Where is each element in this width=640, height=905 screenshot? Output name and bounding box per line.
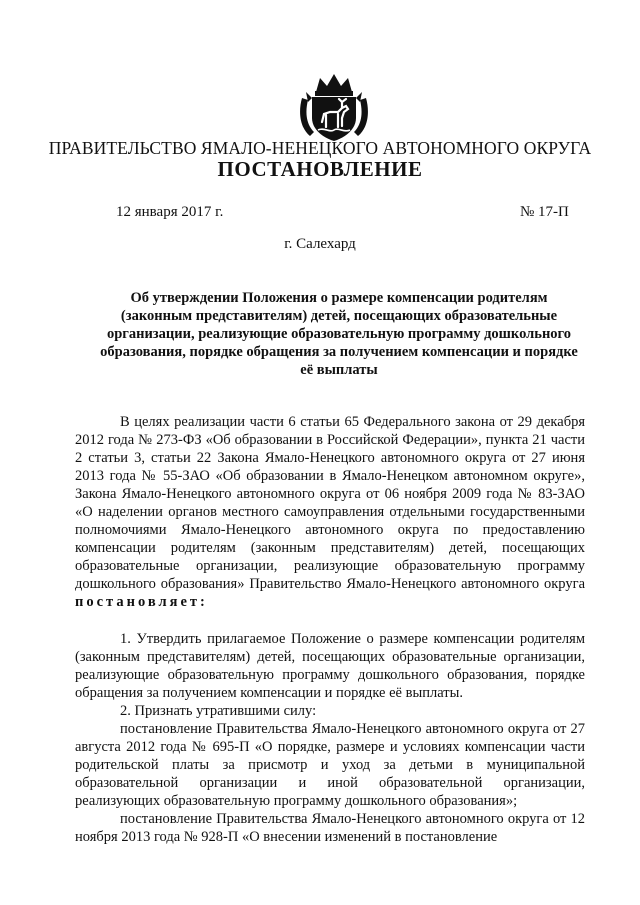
coat-of-arms-icon <box>296 72 372 142</box>
item-1: 1. Утвердить прилагаемое Положение о размере компенсации родителям (законным представителям) детей, посещающих образовательные организации, реализующие образовательную программу дошкольного образования, порядке обращения за получением компенсации и порядке её выплаты. <box>75 631 585 701</box>
item-2b: постановление Правительства Ямало-Ненецкого автономного округа от 12 ноября 2013 года № 928-П «О внесении изменений в постановление <box>75 811 585 845</box>
decree-word: постановляет: <box>75 594 208 610</box>
item-2a: постановление Правительства Ямало-Ненецкого автономного округа от 27 августа 2012 года № 695-П «О порядке, размере и условиях компенсации части родительской платы за присмотр и уход за детьми в муниципальной образовательной организации и иной образовательной организации, реализующих образовательную программу дошкольного образования»; <box>75 721 585 809</box>
item-2: 2. Признать утратившими силу: <box>120 703 317 719</box>
document-number: № 17-П <box>520 204 569 220</box>
preamble-text: В целях реализации части 6 статьи 65 Федерального закона от 29 декабря 2012 года № 273-ФЗ «Об образовании в Российской Федерации», пункта 21 части 2 статьи 3, статьи 22 Закона Ямало-Ненецкого автономного округа от 27 июня 2013 года № 55-ЗАО «Об образовании в Ямало-Ненецком автономном округе», Закона Ямало-Ненецкого автономного округа от 06 ноября 2009 года № 83-ЗАО «О наделении органов местного самоуправления отдельными государственными полномочиями Ямало-Ненецкого автономного округа по предоставлению компенсации родителям (законным представителям) детей, посещающих образовательные организации, реализующие образовательную программу дошкольного образования» Правительство Ямало-Ненецкого автономного округа <box>75 414 585 592</box>
document-type: ПОСТАНОВЛЕНИЕ <box>217 157 423 181</box>
decree-items <box>75 630 585 846</box>
document-date: 12 января 2017 г. <box>116 204 224 220</box>
government-name: ПРАВИТЕЛЬСТВО ЯМАЛО-НЕНЕЦКОГО АВТОНОМНОГО ОКРУГА <box>48 138 592 158</box>
document-title: Об утверждении Положения о размере компенсации родителям (законным представителям) детей, посещающих образовательные организации, реализующие образовательную программу дошкольного образования, порядке обращения за получением компенсации и порядке её выплаты <box>100 290 578 378</box>
preamble-paragraph <box>75 413 585 611</box>
document-city: г. Салехард <box>284 236 356 252</box>
